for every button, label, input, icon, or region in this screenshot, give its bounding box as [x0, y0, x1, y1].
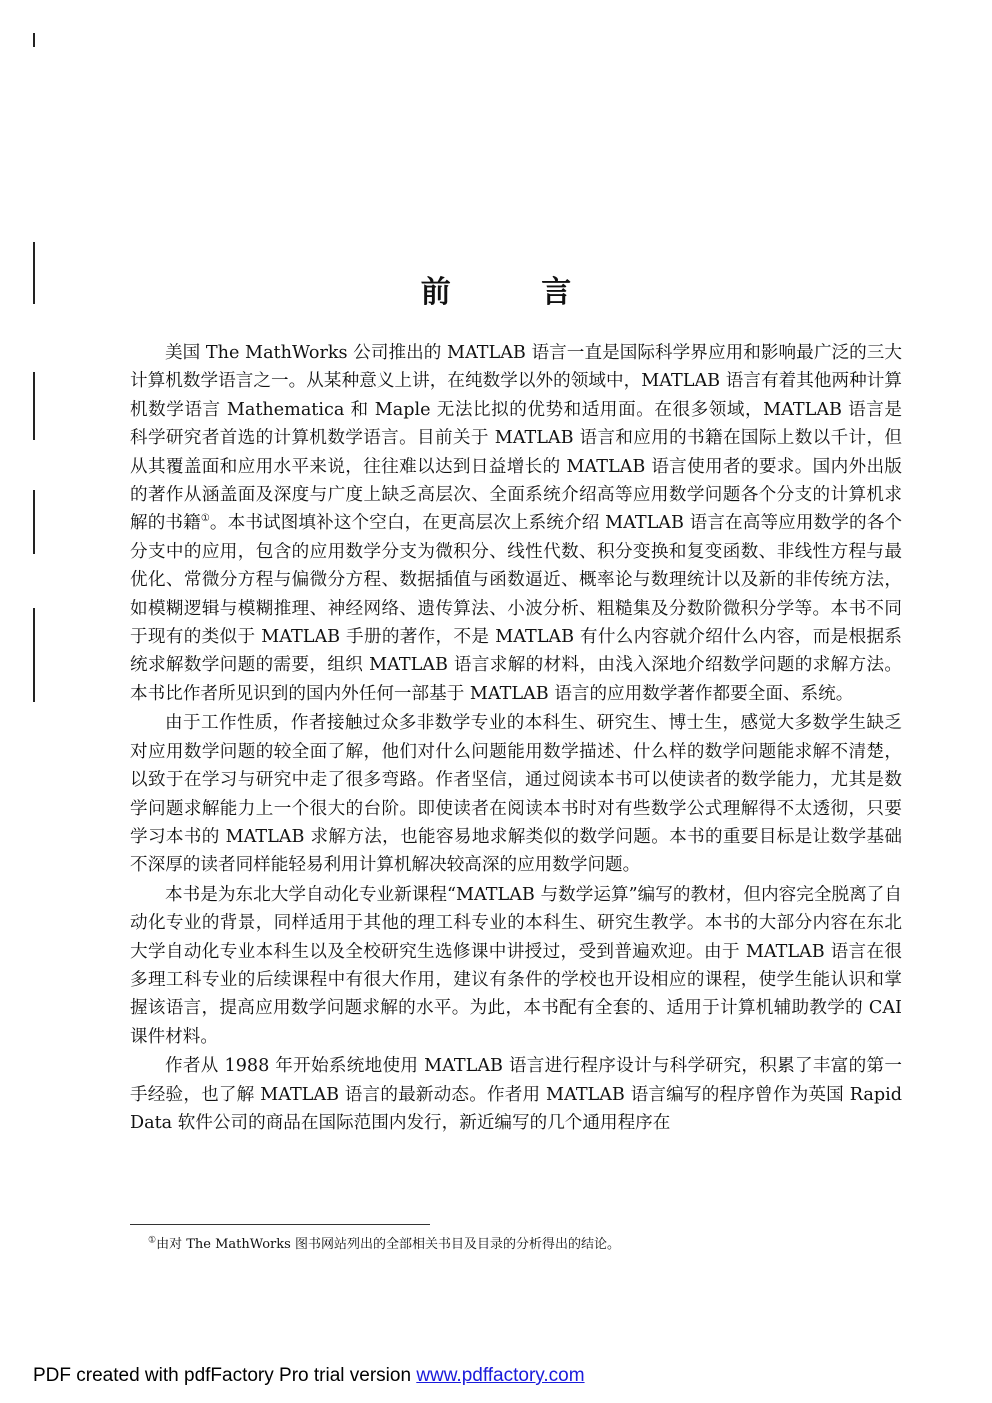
pdf-creator-banner	[33, 1365, 585, 1387]
margin-mark	[33, 608, 35, 702]
paragraph-text: 美国 The MathWorks 公司推出的 MATLAB 语言一直是国际科学界应用和影响最广泛的三大计算机数学语言之一。从某种意义上讲，在纯数学以外的领域中，MATLAB 语言有着其他两种计算机数学语言 Mathematica 和 Maple 无法比拟的优势和适用面。在很多领域，MATLAB 语言是科学研究者首选的计算机数学语言。目前关于 MATLAB 语言和应用的书籍在国际上数以千计，但从其覆盖面和应用水平来说，往往难以达到日益增长的 MATLAB 语言使用者的要求。国内外出版的著作从涵盖面及深度与广度上缺乏高层次、全面系统介绍高等应用数学问题各个分支的计算机求解的书籍	[130, 343, 902, 534]
margin-mark	[33, 33, 35, 47]
paragraph: 作者从 1988 年开始系统地使用 MATLAB 语言进行程序设计与科学研究，积累了丰富的第一手经验，也了解 MATLAB 语言的最新动态。作者用 MATLAB 语言编写的程序曾作为英国 Rapid Data 软件公司的商品在国际范围内发行，新近编写的几个通用程序在	[130, 1056, 902, 1133]
footnote-text: 由对 The MathWorks 图书网站列出的全部相关书目及目录的分析得出的结论。	[156, 1237, 620, 1252]
footnote-divider	[130, 1224, 430, 1225]
page-title: 前 言	[420, 275, 612, 311]
pdffactory-link[interactable]: www.pdffactory.com	[416, 1365, 585, 1386]
margin-mark	[33, 490, 35, 554]
paragraph-text: 。本书试图填补这个空白，在更高层次上系统介绍 MATLAB 语言在高等应用数学的各个分支中的应用，包含的应用数学分支为微积分、线性代数、积分变换和复变函数、非线性方程与最优化、常微分方程与偏微分方程、数据插值与函数逼近、概率论与数理统计以及新的非传统方法，如模糊逻辑与模糊推理、神经网络、遗传算法、小波分析、粗糙集及分数阶微积分学等。本书不同于现有的类似于 MATLAB 手册的著作，不是 MATLAB 有什么内容就介绍什么内容，而是根据系统求解数学问题的需要，组织 MATLAB 语言求解的材料，由浅入深地介绍数学问题的求解方法。本书比作者所见识到的国内外任何一部基于 MATLAB 语言的应用数学著作都要全面、系统。	[130, 513, 902, 704]
paragraph: 由于工作性质，作者接触过众多非数学专业的本科生、研究生、博士生，感觉大多数学生缺乏对应用数学问题的较全面了解，他们对什么问题能用数学描述、什么样的数学问题能求解不清楚，以致于在学习与研究中走了很多弯路。作者坚信，通过阅读本书可以使读者的数学能力，尤其是数学问题求解能力上一个很大的台阶。即使读者在阅读本书时对有些数学公式理解得不太透彻，只要学习本书的 MATLAB 求解方法，也能容易地求解类似的数学问题。本书的重要目标是让数学基础不深厚的读者同样能轻易利用计算机解决较高深的应用数学问题。	[130, 713, 902, 876]
footnote-reference: ①	[200, 513, 210, 525]
preface-body	[130, 339, 902, 1138]
paragraph	[130, 339, 902, 708]
margin-mark	[33, 372, 35, 440]
banner-text: PDF created with pdfFactory Pro trial version	[33, 1365, 417, 1386]
footnote	[148, 1236, 620, 1254]
footnote-mark: ①	[148, 1235, 157, 1246]
paragraph: 本书是为东北大学自动化专业新课程“MATLAB 与数学运算”编写的教材，但内容完全脱离了自动化专业的背景，同样适用于其他的理工科专业的本科生、研究生教学。本书的大部分内容在东北大学自动化专业本科生以及全校研究生选修课中讲授过，受到普遍欢迎。由于 MATLAB 语言在很多理工科专业的后续课程中有很大作用，建议有条件的学校也开设相应的课程，使学生能认识和掌握该语言，提高应用数学问题求解的水平。为此，本书配有全套的、适用于计算机辅助教学的 CAI 课件材料。	[130, 884, 902, 1047]
